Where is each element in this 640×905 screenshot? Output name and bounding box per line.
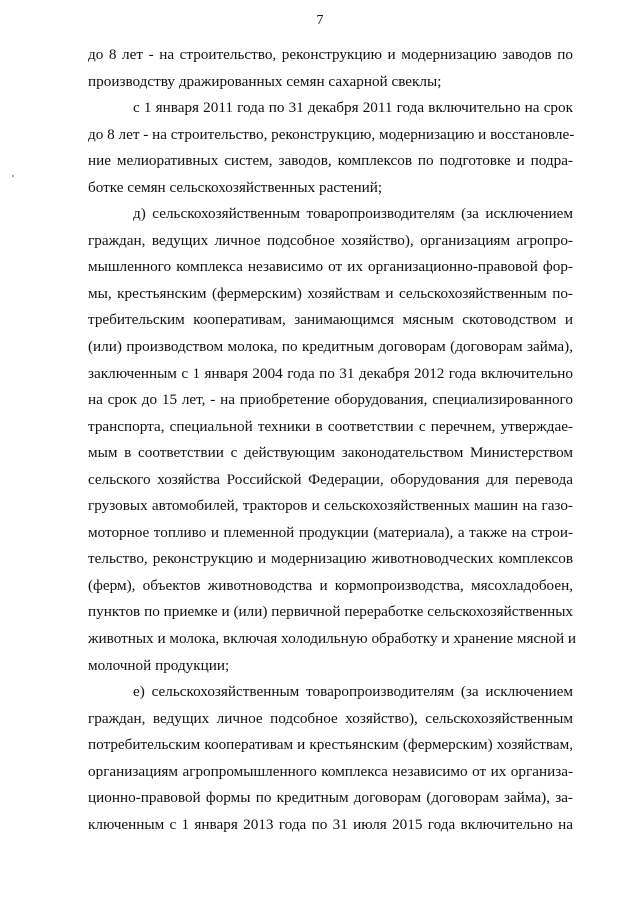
page-number: 7	[316, 13, 324, 28]
text-line: грузовых автомобилей, тракторов и сельскохозяйственных машин на газо-	[88, 497, 573, 515]
text-line: граждан, ведущих личное подсобное хозяйство), организациям агропро-	[88, 231, 573, 249]
text-line: граждан, ведущих личное подсобное хозяйство), сельскохозяйственным	[88, 709, 573, 727]
text-line: с 1 января 2011 года по 31 декабря 2011 года включительно на срок	[133, 99, 573, 117]
text-line: е) сельскохозяйственным товаропроизводителям (за исключением	[133, 683, 573, 701]
text-line: сельского хозяйства Российской Федерации, оборудования для перевода	[88, 470, 573, 488]
text-line: мышленного комплекса независимо от их организационно-правовой фор-	[88, 258, 573, 276]
text-line: до 8 лет - на строительство, реконструкцию, модернизацию и восстановле-	[88, 125, 575, 143]
text-line: моторное топливо и племенной продукции (материала), а также на строи-	[88, 523, 573, 541]
text-line: ние мелиоративных систем, заводов, комплексов по подготовке и подра-	[88, 152, 573, 170]
body-text	[0, 42, 640, 838]
text-line: ботке семян сельскохозяйственных растений;	[88, 178, 383, 196]
text-line: заключенным с 1 января 2004 года по 31 декабря 2012 года включительно	[88, 364, 573, 382]
text-line: производству дражированных семян сахарной свеклы;	[88, 72, 442, 90]
text-line: пунктов по приемке и (или) первичной переработке сельскохозяйственных	[88, 603, 573, 621]
text-line: (ферм), объектов животноводства и кормопроизводства, мясохладобоен,	[88, 576, 573, 594]
text-line: ключенным с 1 января 2013 года по 31 июля 2015 года включительно на	[88, 815, 573, 833]
text-line: до 8 лет - на строительство, реконструкцию и модернизацию заводов по	[88, 46, 573, 63]
text-line: транспорта, специальной техники в соответствии с перечнем, утверждае-	[88, 417, 573, 435]
text-line: животных и молока, включая холодильную обработку и хранение мясной и	[88, 630, 577, 648]
text-line: потребительским кооперативам и крестьянским (фермерским) хозяйствам,	[88, 736, 573, 754]
text-line: тельство, реконструкцию и модернизацию животноводческих комплексов	[88, 550, 573, 568]
text-line: требительским кооперативам, занимающимся мясным скотоводством и	[88, 311, 573, 329]
text-line: (или) производством молока, по кредитным договорам (договорам займа),	[88, 338, 573, 356]
text-line: организациям агропромышленного комплекса независимо от их организа-	[88, 762, 573, 780]
text-line: мым в соответствии с действующим законодательством Министерством	[88, 444, 573, 462]
text-line: молочной продукции;	[88, 656, 230, 674]
text-line: на срок до 15 лет, - на приобретение оборудования, специализированного	[88, 391, 573, 409]
text-line: ционно-правовой формы по кредитным договорам (договорам займа), за-	[88, 789, 573, 807]
text-line: мы, крестьянским (фермерским) хозяйствам и сельскохозяйственным по-	[88, 284, 573, 302]
text-line: д) сельскохозяйственным товаропроизводителям (за исключением	[133, 205, 573, 223]
